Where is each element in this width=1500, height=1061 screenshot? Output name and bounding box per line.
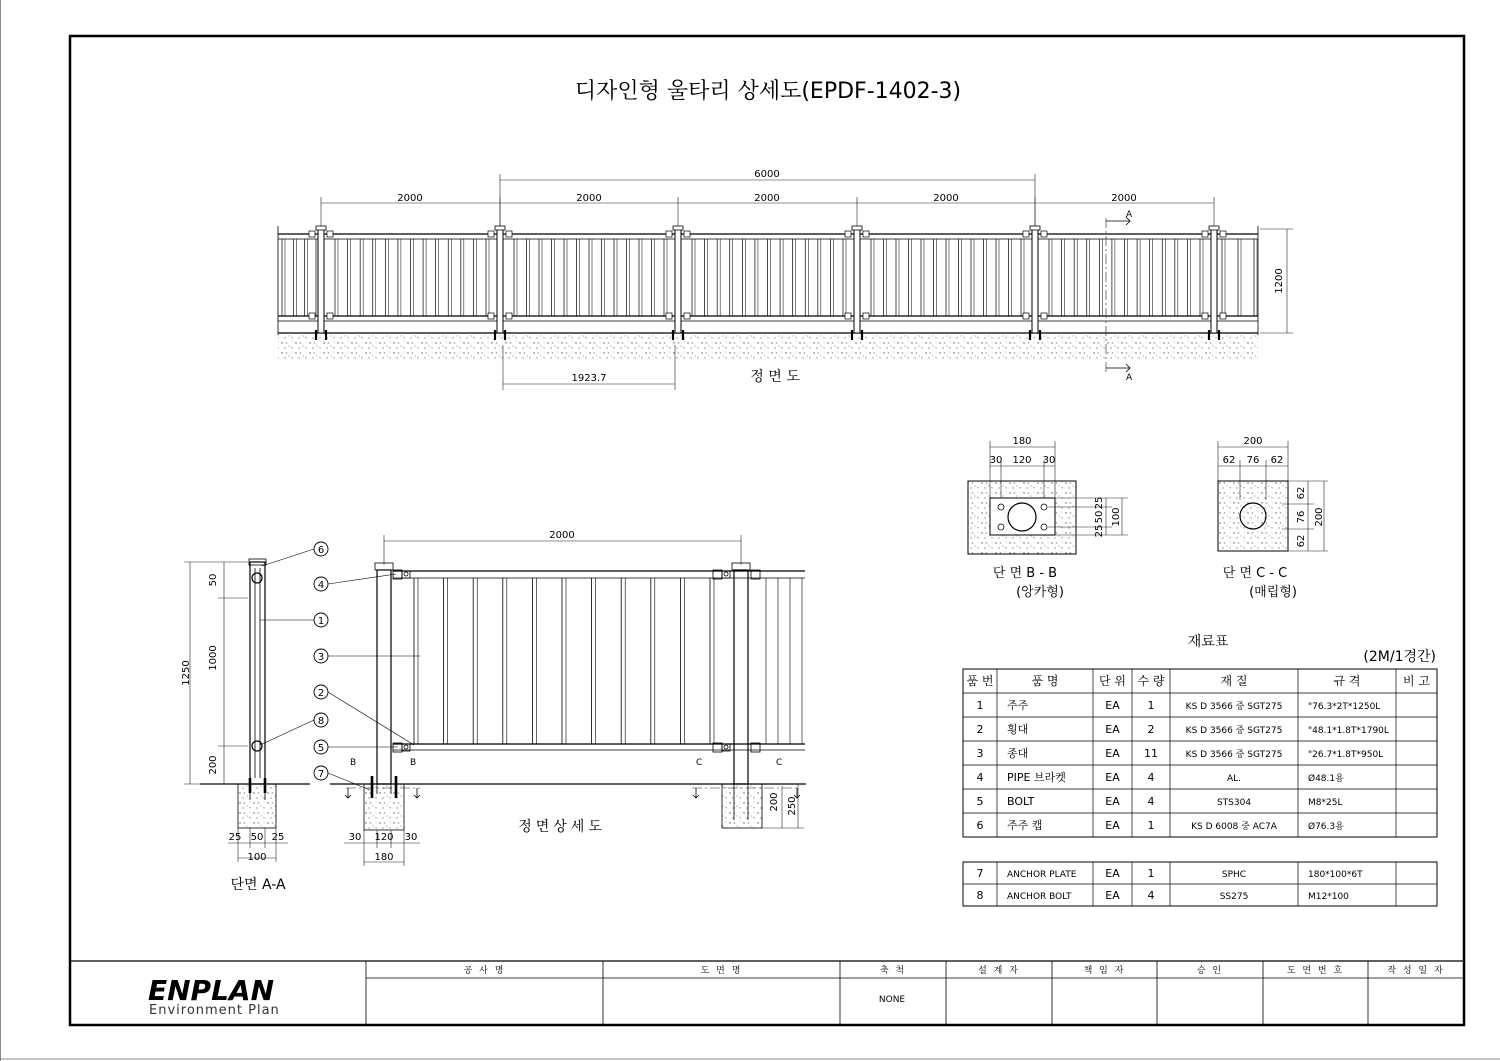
table-cell: 횡대 [1007,723,1029,736]
span-dim-4: 2000 [933,193,959,204]
table2-cell: ANCHOR BOLT [1007,892,1072,902]
table-cell: "26.7*1.8T*950L [1308,750,1384,760]
table-cell: 1 [1147,699,1155,712]
callout-number: 8 [317,716,325,727]
aa-dim-v1: 50 [208,573,219,587]
brand-logo: ENPLAN [148,974,275,1007]
table2-cell: 180*100*6T [1308,870,1363,880]
table-cell: 11 [1144,747,1158,760]
table2-cell: EA [1105,889,1120,902]
post-cap [1209,226,1219,230]
overall-dim-label: 6000 [754,169,780,180]
table-cell: EA [1105,747,1120,760]
table2-cell: ANCHOR PLATE [1007,870,1077,880]
bracket [309,231,315,237]
table-cell: Ø48.1용 [1308,774,1344,784]
cc-dim-1: 62 [1222,455,1236,466]
bracket [506,231,512,237]
bracket [1023,231,1029,237]
callout-number: 6 [317,545,325,556]
bb-side-total: 100 [1111,507,1122,527]
aa-dim-h3: 25 [271,832,285,843]
cc-side-total: 200 [1314,507,1325,527]
detail-balusters [414,578,802,744]
aa-dim-h2: 50 [250,832,264,843]
section-mark-a-bottom: A [1126,373,1133,383]
section-bb-sub: (앙카형) [1016,585,1064,600]
table2-cell: 1 [1147,867,1155,880]
table-header-cell: 단 위 [1099,674,1126,688]
bracket [309,313,315,319]
callout-number: 4 [317,580,325,591]
table-cell: 6 [976,819,984,832]
table2-cell: M12*100 [1308,892,1349,902]
brand-subtitle: Environment Plan [149,1003,280,1018]
aa-dim-v3: 200 [208,755,219,775]
aa-dim-overall: 1250 [181,660,192,686]
table-cell: 주주 캡 [1007,819,1043,832]
title-block-header: 도 면 명 [700,966,743,976]
callout-number: 1 [317,616,325,627]
table-cell: 2 [976,723,984,736]
bb-dim-total: 180 [1012,436,1032,447]
post [675,228,681,333]
post-cap [316,226,326,230]
section-cc-label: 단 면 C - C [1222,566,1288,581]
table-header-cell: 재 질 [1220,674,1248,688]
materials-grid [963,669,1437,906]
section-bb-label: 단 면 B - B [992,566,1058,581]
section-mark-a-top: A [1126,210,1133,220]
table-cell: EA [1105,699,1120,712]
post [854,228,860,333]
cc-dim-total: 200 [1243,436,1263,447]
bb-side-3: 25 [1094,524,1105,538]
bracket [684,231,690,237]
table-cell: KS D 6008 중 AC7A [1191,822,1277,832]
post [318,228,324,333]
post [497,228,503,333]
bracket [488,231,494,237]
title-block-header: 책 임 자 [1083,966,1126,976]
table-cell: PIPE 브라켓 [1007,771,1066,784]
table-cell: 5 [976,795,984,808]
table2-cell: 8 [976,889,984,902]
aa-dim-v2: 1000 [208,645,219,671]
table-cell: 1 [976,699,984,712]
table2-cell: 7 [976,867,984,880]
aa-dim-total: 100 [247,852,267,863]
callout-leader [260,720,314,745]
table-cell: EA [1105,723,1120,736]
bb-dim-1: 30 [989,455,1003,466]
bracket [684,313,690,319]
materials-title: 재료표 [1187,634,1229,650]
table-cell: "76.3*2T*1250L [1308,702,1381,712]
table-cell: 주주 [1007,699,1029,712]
footing-dim-c: 30 [404,832,418,843]
table-cell: 1 [1147,819,1155,832]
footing-dim-a: 30 [348,832,362,843]
cc-side-2: 76 [1296,510,1307,524]
table2-cell: EA [1105,867,1120,880]
table-cell: 3 [976,747,984,760]
bb-dim-2: 120 [1012,455,1032,466]
table-header-cell: 비 고 [1403,674,1430,688]
table-cell: EA [1105,771,1120,784]
footing-dim-h1: 200 [769,792,780,812]
section-bb [968,436,1128,600]
table2-cell: SPHC [1221,870,1247,880]
bracket [863,231,869,237]
bracket [666,313,672,319]
section-cc-sub: (매립형) [1249,585,1297,600]
section-mark-c-right: C [776,758,783,768]
title-block-header: 승 인 [1196,966,1224,976]
post [1032,228,1038,333]
table-cell: EA [1105,795,1120,808]
callout-leader [262,549,314,566]
table2-cell: 4 [1147,889,1155,902]
cc-dim-3: 62 [1270,455,1284,466]
cc-side-1: 62 [1296,486,1307,500]
post-cap [1030,226,1040,230]
front-detail-label: 정면상세도 [518,819,606,835]
section-aa [181,559,310,893]
bracket [863,313,869,319]
bracket [1023,313,1029,319]
bracket [845,231,851,237]
bracket [666,231,672,237]
footing-anchor [364,784,404,830]
cc-dim-2: 76 [1246,455,1260,466]
detail-post-right [734,570,748,784]
span-dim-1: 2000 [397,193,423,204]
bracket [1220,313,1226,319]
table2-cell: SS275 [1219,892,1249,902]
table-cell: Ø76.3용 [1308,822,1344,832]
title-block-header: 도 면 번 호 [1286,966,1345,976]
footing-embedded [722,784,762,828]
materials-table [963,633,1437,906]
bracket [1202,231,1208,237]
post [1211,228,1217,333]
callout-leader [328,574,396,584]
table-cell: 4 [1147,795,1155,808]
table-cell: 4 [976,771,984,784]
span-dim-2: 2000 [576,193,602,204]
title-block [70,961,1464,1025]
bracket [327,313,333,319]
footing-dim-total: 180 [374,852,394,863]
table-cell: 종대 [1007,747,1029,760]
bracket [488,313,494,319]
scale-value: NONE [878,995,906,1005]
balusters [282,239,1257,316]
front-detail [330,530,806,866]
callout-leader [328,692,414,745]
bb-dim-3: 30 [1042,455,1056,466]
bracket [845,313,851,319]
section-mark-b-left: B [350,758,357,768]
post-cap [852,226,862,230]
drawing-title: 디자인형 울타리 상세도(EPDF-1402-3) [574,79,962,104]
post-cap [495,226,505,230]
callout-number: 7 [317,769,325,780]
title-block-header: 설 계 자 [978,966,1020,976]
materials-note: (2M/1경간) [1363,649,1436,665]
table-header-cell: 규 격 [1333,674,1361,688]
bracket [506,313,512,319]
bracket [1220,231,1226,237]
bracket [1041,313,1047,319]
front-view [278,169,1293,390]
detail-span-dim: 2000 [549,530,575,541]
callout-number: 2 [317,688,325,699]
section-mark-c-left: C [696,758,703,768]
span-dim-3: 2000 [754,193,780,204]
table-cell: STS304 [1216,798,1252,808]
table-cell: EA [1105,819,1120,832]
footing-dim-b: 120 [374,832,394,843]
detail-post-left [377,570,391,784]
bracket [327,231,333,237]
table-cell: "48.1*1.8T*1790L [1308,726,1389,736]
callout-number: 5 [317,743,325,754]
front-view-label: 정 면 도 [750,369,800,385]
table-header-cell: 품 번 [966,674,994,688]
table-cell: KS D 3566 중 SGT275 [1185,726,1283,736]
post-cap [673,226,683,230]
title-block-header: 축 척 [879,966,907,976]
post-gap-dim: 1923.7 [571,373,607,384]
table-cell: M8*25L [1308,798,1343,808]
table-cell: AL. [1226,774,1242,784]
footing-dim-h2: 250 [787,796,798,816]
table-cell: BOLT [1007,795,1035,808]
ground-concrete [278,333,1258,361]
section-aa-label: 단면 A-A [230,877,286,893]
section-mark-b-right: B [410,758,417,768]
span-dim-5: 2000 [1111,193,1137,204]
bb-side-1: 25 [1094,496,1105,510]
bracket [1041,231,1047,237]
table-cell: 2 [1147,723,1155,736]
table-header-cell: 품 명 [1031,674,1059,688]
section-cc [1218,436,1328,600]
title-block-header: 작 성 일 자 [1387,966,1445,976]
bracket [1202,313,1208,319]
cc-side-3: 62 [1296,534,1307,548]
aa-dim-h1: 25 [228,832,242,843]
table-header-cell: 수 량 [1137,674,1165,688]
bb-side-2: 50 [1094,510,1105,524]
callout-number: 3 [317,652,325,663]
title-block-header: 공 사 명 [463,966,506,976]
height-dim-label: 1200 [1274,268,1285,294]
table-cell: 4 [1147,771,1155,784]
table-cell: KS D 3566 중 SGT275 [1185,750,1283,760]
table-cell: KS D 3566 중 SGT275 [1185,702,1283,712]
